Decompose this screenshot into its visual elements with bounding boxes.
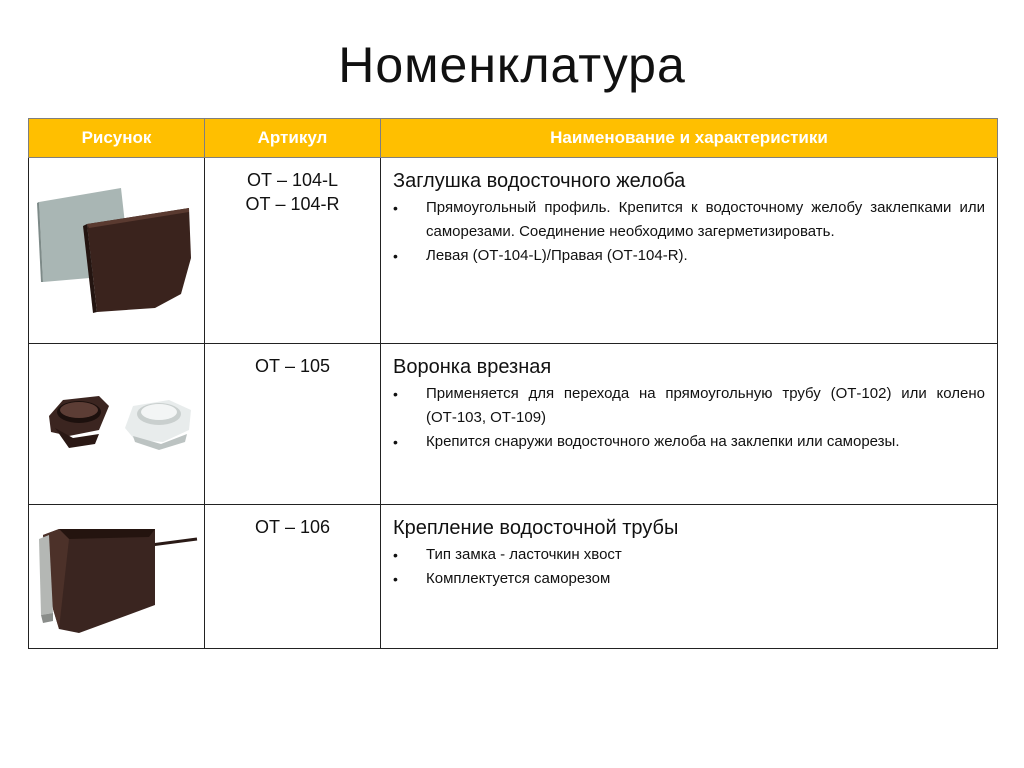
article-code: ОТ – 106 [254, 517, 331, 537]
picture-cell [29, 344, 205, 505]
gutter-outlet-funnel-image [29, 344, 205, 504]
article-code: ОТ – 104-L [246, 170, 339, 190]
list-item: • Левая (ОТ-104-L)/Правая (ОТ-104-R). [393, 244, 985, 268]
article-code: ОТ – 104-R [245, 194, 340, 214]
table-row [29, 158, 998, 344]
article-code: ОТ – 105 [254, 356, 331, 376]
article-cell [205, 158, 381, 344]
table-header-row [29, 119, 998, 158]
list-item: • Комплектуется саморезом [393, 567, 985, 591]
nomenclature-table [28, 118, 998, 649]
picture-cell [29, 158, 205, 344]
feature-list [393, 196, 985, 268]
header-article: Артикул [205, 119, 381, 158]
product-name: Воронка врезная [393, 356, 552, 378]
feature-list [393, 382, 985, 454]
product-name: Крепление водосточной трубы [393, 517, 679, 539]
list-item: • Крепится снаружи водосточного желоба на заклепки или саморезы. [393, 430, 985, 454]
table-row [29, 505, 998, 649]
header-name: Наименование и характеристики [381, 119, 998, 158]
header-picture: Рисунок [29, 119, 205, 158]
description-cell [381, 158, 998, 344]
picture-cell [29, 505, 205, 649]
description-cell [381, 505, 998, 649]
description-cell [381, 344, 998, 505]
page-title: Номенклатура [338, 37, 686, 93]
article-cell [205, 344, 381, 505]
list-item: • Прямоугольный профиль. Крепится к водосточному желобу заклепками или саморезами. Соединение необходимо загерметизировать. [393, 196, 985, 244]
table-row [29, 344, 998, 505]
article-cell [205, 505, 381, 649]
downpipe-bracket-image [29, 505, 205, 648]
product-name: Заглушка водосточного желоба [393, 170, 686, 192]
list-item: • Тип замка - ласточкин хвост [393, 543, 985, 567]
list-item: • Применяется для перехода на прямоугольную трубу (ОТ-102) или колено (ОТ-103, ОТ-109) [393, 382, 985, 430]
gutter-end-cap-image [29, 158, 205, 343]
feature-list [393, 543, 985, 591]
